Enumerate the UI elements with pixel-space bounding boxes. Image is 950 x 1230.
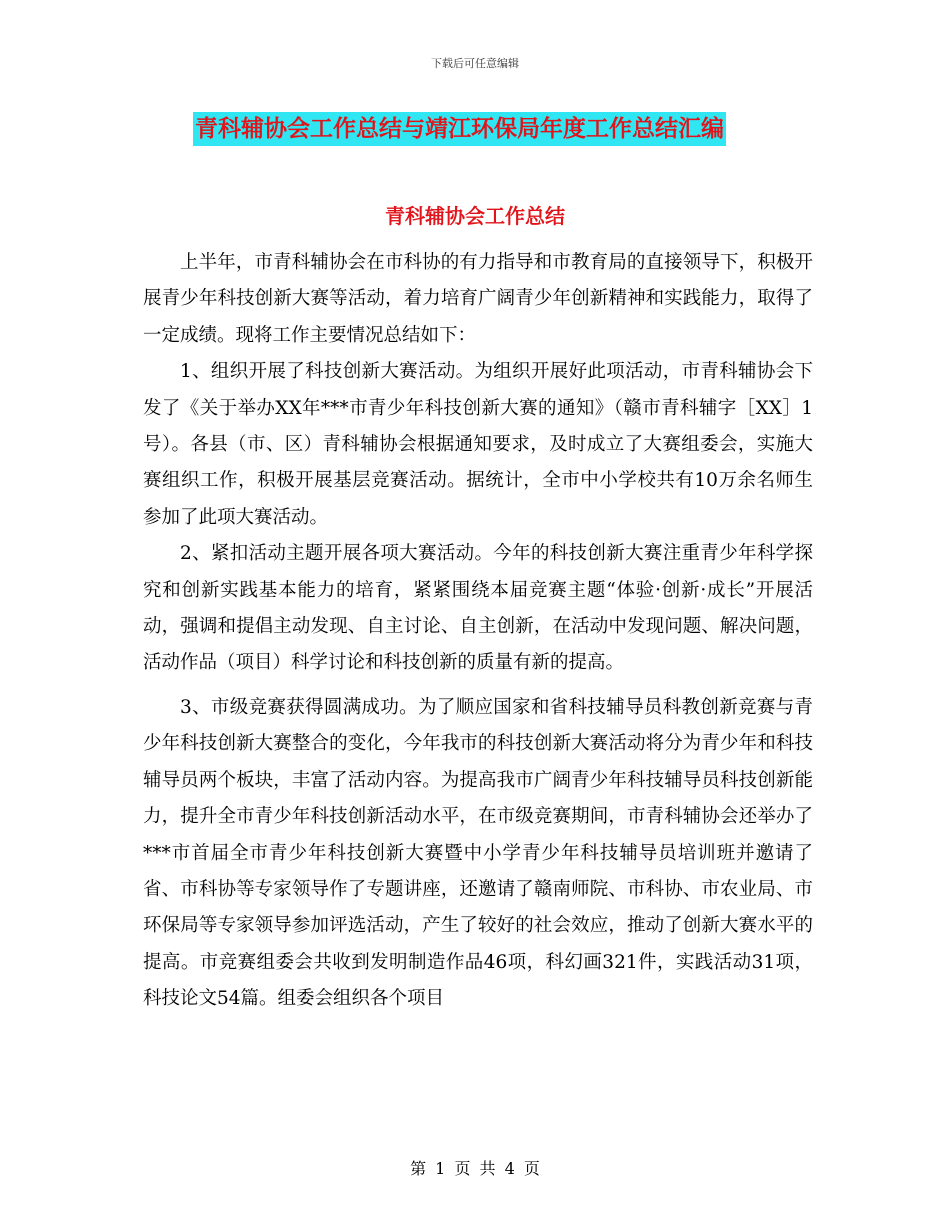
section-title: 青科辅协会工作总结 [385, 204, 565, 228]
header-note: 下载后可任意编辑 [431, 57, 519, 70]
body-text [143, 245, 813, 1018]
document-title: 青科辅协会工作总结与靖江环保局年度工作总结汇编 [193, 112, 726, 146]
paragraph-intro: 上半年，市青科辅协会在市科协的有力指导和市教育局的直接领导下，积极开展青少年科技创新大赛等活动，着力培育广阔青少年创新精神和实践能力，取得了一定成绩。现将工作主要情况总结如下： [143, 252, 813, 346]
page-footer: 第 1 页 共 4 页 [410, 1159, 540, 1178]
paragraph-item-2: 2、紧扣活动主题开展各项大赛活动。今年的科技创新大赛注重青少年科学探究和创新实践基本能力的培育，紧紧围绕本届竞赛主题“体验·创新·成长”开展活动，强调和提倡主动发现、自主讨论、自主创新，在活动中发现问题、解决问题，活动作品（项目）科学讨论和科技创新的质量有新的提高。 [143, 543, 813, 674]
paragraph-item-1: 1、组织开展了科技创新大赛活动。为组织开展好此项活动，市青科辅协会下发了《关于举办XX年***市青少年科技创新大赛的通知》（赣市青科辅字［XX］1号）。各县（市、区）青科辅协会根据通知要求，及时成立了大赛组委会，实施大赛组织工作，积极开展基层竞赛活动。据统计，全市中小学校共有10万余名师生参加了此项大赛活动。 [143, 361, 813, 528]
paragraph-item-3: 3、市级竞赛获得圆满成功。为了顺应国家和省科技辅导员科教创新竞赛与青少年科技创新大赛整合的变化，今年我市的科技创新大赛活动将分为青少年和科技辅导员两个板块，丰富了活动内容。为提高我市广阔青少年科技辅导员科技创新能力，提升全市青少年科技创新活动水平，在市级竞赛期间，市青科辅协会还举办了***市首届全市青少年科技创新大赛暨中小学青少年科技辅导员培训班并邀请了省、市科协等专家领导作了专题讲座，还邀请了赣南师院、市科协、市农业局、市环保局等专家领导参加评选活动，产生了较好的社会效应，推动了创新大赛水平的提高。市竞赛组委会共收到发明制造作品46项，科幻画321件，实践活动31项，科技论文54篇。组委会组织各个项目 [143, 696, 813, 1010]
